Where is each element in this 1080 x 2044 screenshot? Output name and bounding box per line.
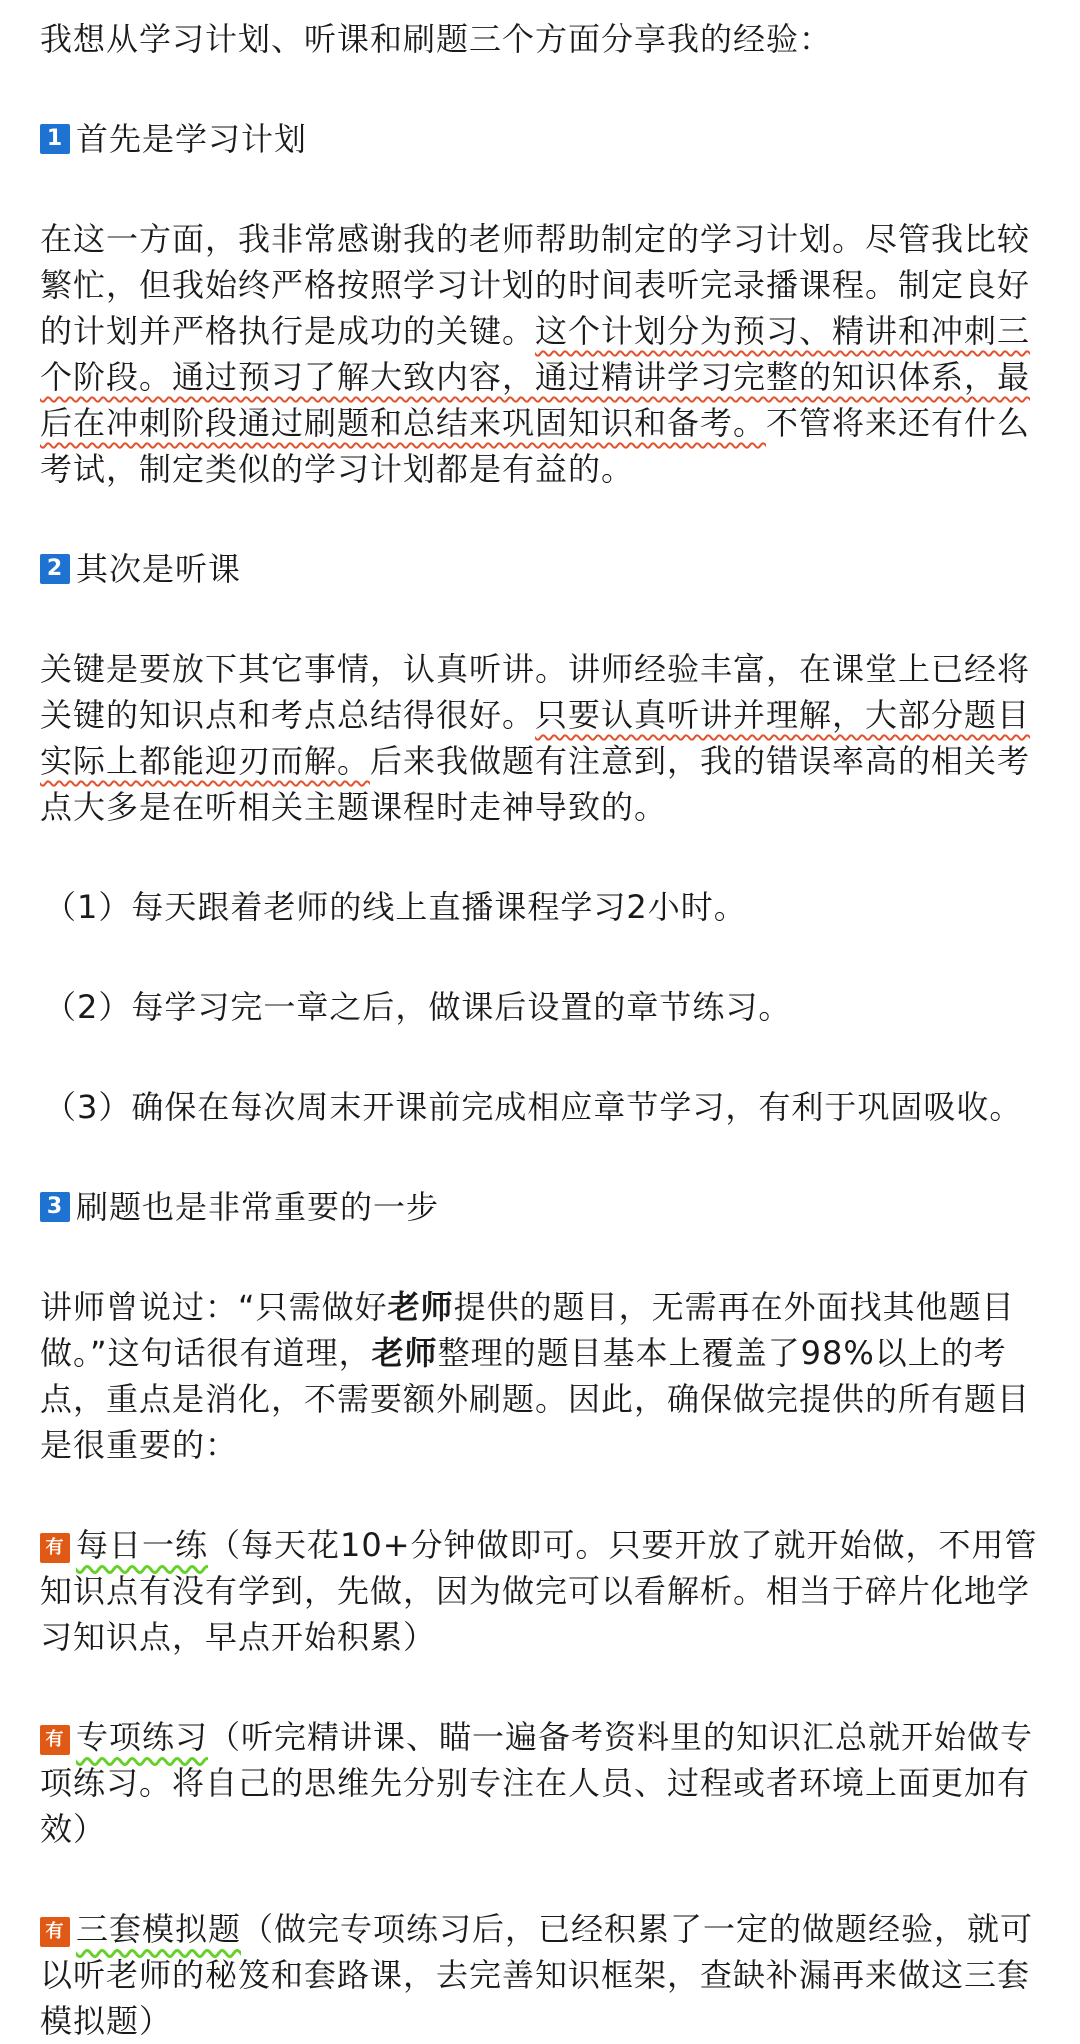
- section3-bold-teacher: 老师: [387, 1288, 454, 1326]
- section1-text-c: 不管将来还有什么考试，制定类似的学习计划都是有益的。: [40, 404, 1031, 488]
- section2-text-c: 后来我做题有注意到，我的错误率高的相关考点大多是在听相关主题课程时走神导致的。: [40, 742, 1031, 826]
- task-mock-exams: [40, 1906, 1040, 2044]
- task-special-practice: [40, 1714, 1040, 1852]
- section2-title: 其次是听课: [76, 550, 242, 588]
- task-name: 专项练习: [76, 1718, 209, 1756]
- list-item: （1）每天跟着老师的线上直播课程学习2小时。: [44, 888, 747, 926]
- section3-heading: [40, 1184, 1040, 1230]
- task-badge-icon: 有: [40, 1533, 70, 1563]
- section3-text-b: 提供的题目，无需再在外面找其他题目做。”这句话很有道理，: [40, 1288, 1015, 1372]
- section2-highlight: 只要认真听讲并理解，大部分题目实际上都能迎刃而解。: [40, 696, 1031, 780]
- task-name: 每日一练: [76, 1526, 209, 1564]
- list-item: （3）确保在每次周末开课前完成相应章节学习，有利于巩固吸收。: [44, 1088, 1023, 1126]
- task-name: 三套模拟题: [76, 1910, 242, 1948]
- section3-text-a: 讲师曾说过：“只需做好: [40, 1288, 388, 1326]
- section3-text-c: 整理的题目基本上覆盖了98%以上的考点，重点是消化，不需要额外刷题。因此，确保做完提供的所有题目是很重要的：: [40, 1334, 1031, 1464]
- task-description: （每天花10+分钟做即可。只要开放了就开始做，不用管知识点有没有学到，先做，因为做完可以看解析。相当于碎片化地学习知识点，早点开始积累）: [40, 1526, 1038, 1656]
- number-three-badge-icon: 3: [40, 1192, 70, 1222]
- section1-title: 首先是学习计划: [76, 120, 308, 158]
- number-two-badge-icon: 2: [40, 554, 70, 584]
- task-description: （做完专项练习后，已经积累了一定的做题经验，就可以听老师的秘笈和套路课，去完善知识框架，查缺补漏再来做这三套模拟题）: [40, 1910, 1034, 2040]
- number-one-badge-icon: 1: [40, 124, 70, 154]
- section2-text-a: 关键是要放下其它事情，认真听讲。讲师经验丰富，在课堂上已经将关键的知识点和考点总结得很好。: [40, 650, 1031, 734]
- section1-paragraph: [40, 216, 1040, 492]
- task-daily-practice: [40, 1522, 1040, 1660]
- task-description: （听完精讲课、瞄一遍备考资料里的知识汇总就开始做专项练习。将自己的思维先分别专注在人员、过程或者环境上面更加有效）: [40, 1718, 1034, 1848]
- task-badge-icon: 有: [40, 1917, 70, 1947]
- section3-bold-teacher: 老师: [371, 1334, 438, 1372]
- list-item: （2）每学习完一章之后，做课后设置的章节练习。: [44, 988, 792, 1026]
- intro-text: 我想从学习计划、听课和刷题三个方面分享我的经验：: [40, 20, 833, 58]
- section2-heading: [40, 546, 1040, 592]
- section3-paragraph: [40, 1284, 1040, 1468]
- section1-text-a: 在这一方面，我非常感谢我的老师帮助制定的学习计划。尽管我比较繁忙，但我始终严格按照学习计划的时间表听完录播课程。制定良好的计划并严格执行是成功的关键。: [40, 220, 1031, 350]
- section1-heading: [40, 116, 1040, 162]
- task-badge-icon: 有: [40, 1725, 70, 1755]
- section3-title: 刷题也是非常重要的一步: [76, 1188, 440, 1226]
- section2-paragraph: [40, 646, 1040, 830]
- section1-highlight: 这个计划分为预习、精讲和冲刺三个阶段。通过预习了解大致内容，通过精讲学习完整的知识体系，最后在冲刺阶段通过刷题和总结来巩固知识和备考。: [40, 312, 1031, 442]
